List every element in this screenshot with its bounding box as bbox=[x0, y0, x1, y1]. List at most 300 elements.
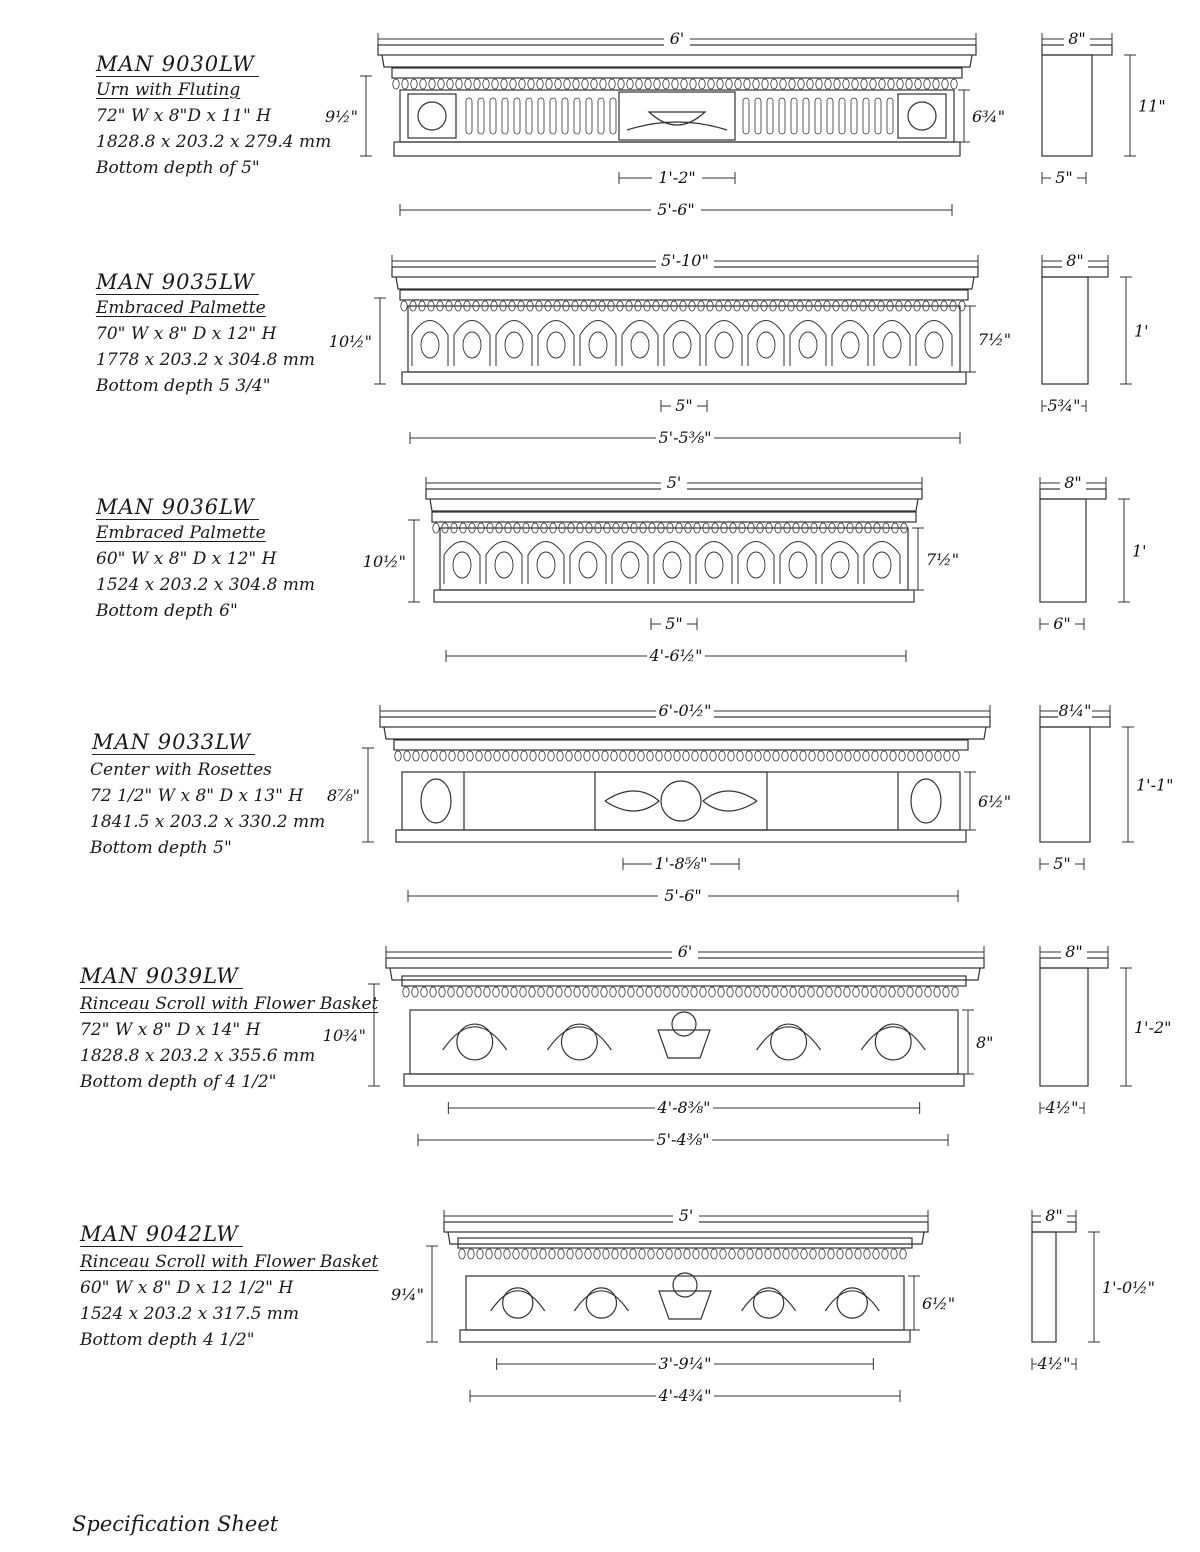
dentil bbox=[393, 79, 399, 89]
palmette-arch bbox=[412, 321, 448, 367]
palmette bbox=[495, 552, 513, 578]
dentil bbox=[881, 751, 887, 761]
dim-bottom-width bbox=[408, 886, 958, 905]
dentil bbox=[691, 987, 697, 997]
dentil bbox=[844, 987, 850, 997]
flute bbox=[550, 98, 556, 134]
dim-panel-width bbox=[448, 1098, 919, 1117]
dim-overall-height bbox=[363, 520, 420, 602]
dentil bbox=[728, 751, 734, 761]
dentil bbox=[619, 987, 625, 997]
scroll-vine bbox=[443, 1027, 507, 1050]
dimension-label: 8" bbox=[976, 1033, 994, 1052]
dentil bbox=[413, 751, 419, 761]
dentil bbox=[738, 1249, 744, 1259]
dentil bbox=[602, 751, 608, 761]
dentil bbox=[546, 79, 552, 89]
product-name: Rinceau Scroll with Flower Basket bbox=[80, 1252, 379, 1272]
palmette bbox=[663, 552, 681, 578]
dentil bbox=[745, 987, 751, 997]
dentil bbox=[710, 751, 716, 761]
dentil bbox=[837, 1249, 843, 1259]
scroll-rosette bbox=[837, 1288, 867, 1318]
dentil bbox=[411, 79, 417, 89]
dentil bbox=[917, 751, 923, 761]
dimension-label: 5'-6" bbox=[664, 886, 702, 905]
dentil bbox=[540, 1249, 546, 1259]
dentil bbox=[681, 79, 687, 89]
side-body bbox=[1042, 55, 1092, 156]
dentil bbox=[809, 751, 815, 761]
dentil bbox=[401, 301, 407, 311]
dimension-label: 8" bbox=[1065, 942, 1083, 961]
dentil bbox=[459, 1249, 465, 1259]
dentil bbox=[522, 1249, 528, 1259]
dentil bbox=[888, 79, 894, 89]
dentil bbox=[726, 79, 732, 89]
dimension-label: 5¾" bbox=[1047, 396, 1081, 415]
palmette bbox=[841, 332, 859, 358]
model-number: MAN 9030LW bbox=[96, 52, 259, 77]
dimension-label: 4'-6½" bbox=[649, 646, 703, 665]
dentil bbox=[783, 1249, 789, 1259]
flute bbox=[466, 98, 472, 134]
palmette bbox=[925, 332, 943, 358]
dentil bbox=[836, 751, 842, 761]
flute bbox=[767, 98, 773, 134]
dentil bbox=[835, 987, 841, 997]
dimension-label: 11" bbox=[1138, 96, 1166, 116]
dentil bbox=[925, 987, 931, 997]
cornice-band bbox=[392, 68, 962, 78]
product-name: Embraced Palmette bbox=[96, 298, 266, 318]
dentil bbox=[438, 79, 444, 89]
dentil bbox=[801, 1249, 807, 1259]
size-inches: 72 1/2" W x 8" D x 13" H bbox=[90, 786, 304, 806]
side-body bbox=[1040, 968, 1088, 1086]
dentil bbox=[762, 79, 768, 89]
palmette bbox=[463, 332, 481, 358]
scroll-leaf bbox=[605, 791, 659, 811]
dentil bbox=[654, 79, 660, 89]
dentil bbox=[521, 751, 527, 761]
rosette bbox=[418, 102, 446, 130]
dimension-label: 9¼" bbox=[390, 1285, 424, 1304]
rosette bbox=[911, 779, 941, 823]
base-molding bbox=[434, 590, 914, 602]
dentil-row bbox=[395, 751, 959, 761]
dentil bbox=[520, 987, 526, 997]
dentil bbox=[433, 523, 439, 533]
palmette-arch bbox=[622, 321, 658, 367]
dentil bbox=[717, 79, 723, 89]
scroll-rosette bbox=[875, 1024, 911, 1060]
dim-overall-height bbox=[323, 984, 380, 1086]
scroll-vine bbox=[547, 1027, 611, 1050]
dentil bbox=[854, 751, 860, 761]
dentil bbox=[826, 987, 832, 997]
flute bbox=[755, 98, 761, 134]
scroll-rosette bbox=[753, 1288, 783, 1318]
palmette bbox=[673, 332, 691, 358]
mantel-drawing-man-9036lw bbox=[363, 473, 1147, 665]
dentil bbox=[754, 987, 760, 997]
dim-overall-height bbox=[327, 748, 374, 842]
urn-leaves bbox=[627, 122, 727, 130]
flute bbox=[514, 98, 520, 134]
frieze-ornament bbox=[443, 1012, 925, 1060]
dim-bottom-width bbox=[446, 646, 906, 665]
dentil bbox=[486, 1249, 492, 1259]
dentil bbox=[466, 987, 472, 997]
flute bbox=[478, 98, 484, 134]
dentil bbox=[449, 751, 455, 761]
dentil bbox=[576, 1249, 582, 1259]
flute bbox=[574, 98, 580, 134]
dentil bbox=[648, 1249, 654, 1259]
dentil bbox=[538, 987, 544, 997]
dim-panel-width bbox=[623, 854, 739, 873]
dentil bbox=[773, 751, 779, 761]
dim-side-bottom bbox=[1040, 614, 1084, 633]
dim-frieze-height bbox=[964, 772, 1011, 830]
scroll-rosette bbox=[586, 1288, 616, 1318]
dimension-label: 7½" bbox=[926, 550, 960, 569]
dimension-label: 6½" bbox=[978, 792, 1012, 811]
flute bbox=[538, 98, 544, 134]
dentil bbox=[819, 1249, 825, 1259]
dentil bbox=[611, 751, 617, 761]
dimension-label: 6' bbox=[677, 942, 693, 961]
size-mm: 1524 x 203.2 x 304.8 mm bbox=[96, 575, 316, 595]
dentil bbox=[907, 987, 913, 997]
dentil bbox=[771, 79, 777, 89]
dentil bbox=[790, 987, 796, 997]
dentil bbox=[639, 1249, 645, 1259]
dimension-label: 5" bbox=[665, 614, 683, 633]
dentil bbox=[646, 987, 652, 997]
dentil bbox=[810, 1249, 816, 1259]
dentil bbox=[530, 751, 536, 761]
dentil bbox=[638, 751, 644, 761]
dentil bbox=[548, 751, 554, 761]
palmette-arch bbox=[832, 321, 868, 367]
dentil bbox=[555, 79, 561, 89]
bottom-depth: Bottom depth of 5" bbox=[96, 158, 260, 178]
dentil bbox=[942, 79, 948, 89]
dentil bbox=[593, 751, 599, 761]
dentil bbox=[504, 1249, 510, 1259]
dentil bbox=[753, 79, 759, 89]
dentil bbox=[737, 751, 743, 761]
palmette bbox=[747, 552, 765, 578]
dentil bbox=[582, 79, 588, 89]
dimension-label: 8" bbox=[1045, 1206, 1063, 1225]
dentil bbox=[456, 79, 462, 89]
dimension-label: 1'-2" bbox=[1134, 1018, 1172, 1037]
dentil bbox=[493, 987, 499, 997]
flute bbox=[562, 98, 568, 134]
dentil bbox=[870, 79, 876, 89]
side-profile bbox=[1042, 251, 1149, 415]
bottom-depth: Bottom depth 4 1/2" bbox=[80, 1330, 255, 1350]
dentil bbox=[827, 751, 833, 761]
dentil bbox=[765, 1249, 771, 1259]
dentil bbox=[495, 1249, 501, 1259]
dentil bbox=[934, 987, 940, 997]
frieze-panel bbox=[408, 306, 960, 372]
dentil bbox=[412, 987, 418, 997]
mantel-drawing-man-9030lw bbox=[325, 29, 1166, 219]
dentil bbox=[772, 987, 778, 997]
dentil bbox=[475, 987, 481, 997]
dim-side-height bbox=[1088, 1232, 1155, 1342]
palmette-arch bbox=[748, 321, 784, 367]
cornice-band bbox=[458, 1238, 912, 1248]
size-mm: 1524 x 203.2 x 317.5 mm bbox=[80, 1304, 300, 1324]
model-number: MAN 9042LW bbox=[80, 1222, 243, 1247]
model-number: MAN 9039LW bbox=[80, 964, 243, 989]
dentil bbox=[900, 1249, 906, 1259]
dimension-label: 5'-5⅜" bbox=[658, 428, 712, 447]
dentil bbox=[583, 987, 589, 997]
bottom-depth: Bottom depth 5" bbox=[90, 838, 232, 858]
dentil-row bbox=[393, 79, 957, 89]
dentil bbox=[549, 1249, 555, 1259]
cornice-band bbox=[394, 740, 968, 750]
dim-panel-width bbox=[651, 614, 697, 633]
dimension-label: 4'-8⅜" bbox=[657, 1098, 711, 1117]
dentil bbox=[789, 79, 795, 89]
dentil bbox=[853, 987, 859, 997]
dentil bbox=[816, 79, 822, 89]
bottom-depth: Bottom depth 6" bbox=[96, 601, 238, 621]
dimension-label: 1' bbox=[1134, 321, 1149, 341]
dentil bbox=[591, 79, 597, 89]
side-profile bbox=[1040, 942, 1172, 1117]
palmette bbox=[883, 332, 901, 358]
dentil bbox=[828, 1249, 834, 1259]
palmette bbox=[579, 552, 597, 578]
palmette-arch bbox=[496, 321, 532, 367]
dentil bbox=[610, 987, 616, 997]
size-mm: 1841.5 x 203.2 x 330.2 mm bbox=[90, 812, 326, 832]
scroll-vine bbox=[757, 1027, 821, 1050]
dentil bbox=[952, 987, 958, 997]
dentil bbox=[404, 751, 410, 761]
dentil bbox=[645, 79, 651, 89]
flute bbox=[598, 98, 604, 134]
product-name: Embraced Palmette bbox=[96, 523, 266, 543]
dimension-label: 1'-8⅝" bbox=[654, 854, 708, 873]
palmette bbox=[421, 332, 439, 358]
size-inches: 60" W x 8" D x 12 1/2" H bbox=[80, 1278, 294, 1298]
dimension-label: 10½" bbox=[328, 332, 372, 351]
palmette-arch bbox=[916, 321, 952, 367]
frieze-ornament bbox=[444, 542, 900, 585]
scroll-vine bbox=[825, 1291, 879, 1311]
dimension-label: 8⅞" bbox=[326, 786, 360, 805]
dentil bbox=[421, 987, 427, 997]
dimension-label: 8" bbox=[1068, 29, 1086, 48]
product-name: Urn with Fluting bbox=[96, 80, 241, 100]
dentil bbox=[808, 987, 814, 997]
dentil bbox=[655, 987, 661, 997]
basket-flowers bbox=[672, 1012, 696, 1036]
dimension-label: 8" bbox=[1066, 251, 1084, 270]
flute bbox=[502, 98, 508, 134]
dentil bbox=[701, 751, 707, 761]
shelf-molding bbox=[430, 499, 918, 511]
size-inches: 72" W x 8" D x 14" H bbox=[80, 1020, 261, 1040]
dentil bbox=[528, 79, 534, 89]
dentil bbox=[708, 79, 714, 89]
dentil bbox=[736, 987, 742, 997]
dentil bbox=[627, 79, 633, 89]
dentil bbox=[512, 751, 518, 761]
dimension-label: 5'-10" bbox=[661, 251, 709, 270]
dim-panel-width bbox=[661, 396, 707, 415]
dentil bbox=[612, 1249, 618, 1259]
flute bbox=[526, 98, 532, 134]
palmette bbox=[799, 332, 817, 358]
dentil bbox=[756, 1249, 762, 1259]
dentil bbox=[800, 751, 806, 761]
dentil bbox=[673, 987, 679, 997]
dentil bbox=[621, 1249, 627, 1259]
size-mm: 1828.8 x 203.2 x 355.6 mm bbox=[80, 1046, 316, 1066]
dimension-label: 4'-4¾" bbox=[658, 1386, 712, 1405]
dentil bbox=[465, 79, 471, 89]
dentil bbox=[926, 751, 932, 761]
dimension-label: 5'-6" bbox=[657, 200, 695, 219]
dentil bbox=[846, 1249, 852, 1259]
flute bbox=[610, 98, 616, 134]
dentil bbox=[664, 987, 670, 997]
palmette-arch bbox=[790, 321, 826, 367]
flower-basket bbox=[659, 1291, 711, 1319]
dentil bbox=[395, 751, 401, 761]
flute bbox=[875, 98, 881, 134]
dentil bbox=[690, 79, 696, 89]
dentil bbox=[492, 79, 498, 89]
dimension-label: 5" bbox=[1053, 854, 1071, 873]
side-body bbox=[1040, 727, 1090, 842]
product-name: Center with Rosettes bbox=[90, 760, 272, 780]
dentil bbox=[763, 987, 769, 997]
dentil bbox=[727, 987, 733, 997]
model-number: MAN 9035LW bbox=[96, 270, 259, 295]
flute bbox=[887, 98, 893, 134]
dentil-row bbox=[403, 987, 958, 997]
dimension-label: 4½" bbox=[1045, 1098, 1079, 1117]
dentil bbox=[666, 1249, 672, 1259]
dim-side-height bbox=[1122, 727, 1174, 842]
dimension-label: 7½" bbox=[978, 330, 1012, 349]
footer-label: Specification Sheet bbox=[72, 1512, 279, 1536]
dentil bbox=[692, 751, 698, 761]
dim-side-height bbox=[1120, 277, 1149, 384]
dentil bbox=[510, 79, 516, 89]
size-mm: 1828.8 x 203.2 x 279.4 mm bbox=[96, 132, 332, 152]
dentil bbox=[566, 751, 572, 761]
dentil bbox=[672, 79, 678, 89]
dimension-label: 4½" bbox=[1037, 1354, 1071, 1373]
scroll-leaf bbox=[703, 791, 757, 811]
dentil bbox=[744, 79, 750, 89]
dim-frieze-height bbox=[964, 306, 1011, 372]
dentil bbox=[502, 987, 508, 997]
dentil bbox=[935, 751, 941, 761]
dimension-label: 10½" bbox=[362, 552, 406, 571]
rosette bbox=[421, 779, 451, 823]
dentil bbox=[684, 1249, 690, 1259]
dentil bbox=[906, 79, 912, 89]
palmette bbox=[547, 332, 565, 358]
dentil bbox=[575, 751, 581, 761]
dentil bbox=[702, 1249, 708, 1259]
rosette-block bbox=[408, 94, 456, 138]
dimension-label: 1' bbox=[1132, 541, 1147, 561]
dentil bbox=[916, 987, 922, 997]
flute bbox=[815, 98, 821, 134]
dim-bottom-width bbox=[410, 428, 960, 447]
frieze-ornament bbox=[421, 772, 941, 830]
dentil bbox=[440, 751, 446, 761]
scroll-vine bbox=[491, 1291, 545, 1311]
dimension-label: 6" bbox=[1053, 614, 1071, 633]
rosette bbox=[908, 102, 936, 130]
size-mm: 1778 x 203.2 x 304.8 mm bbox=[96, 350, 316, 370]
dentil bbox=[852, 79, 858, 89]
shelf-molding bbox=[382, 55, 972, 67]
dentil bbox=[855, 1249, 861, 1259]
dim-frieze-height bbox=[908, 1276, 955, 1330]
dimension-label: 5'-4⅜" bbox=[656, 1130, 710, 1149]
dentil bbox=[501, 79, 507, 89]
dentil bbox=[890, 751, 896, 761]
dentil bbox=[656, 751, 662, 761]
dentil bbox=[665, 751, 671, 761]
dim-panel-width bbox=[497, 1354, 874, 1373]
dentil bbox=[675, 1249, 681, 1259]
palmette-arch bbox=[664, 321, 700, 367]
bottom-depth: Bottom depth of 4 1/2" bbox=[80, 1072, 277, 1092]
palmette-arch bbox=[580, 321, 616, 367]
side-body bbox=[1040, 499, 1086, 602]
dentil bbox=[933, 79, 939, 89]
dentil bbox=[439, 987, 445, 997]
dim-bottom-width bbox=[400, 200, 952, 219]
dentil bbox=[817, 987, 823, 997]
palmette bbox=[621, 552, 639, 578]
flute bbox=[827, 98, 833, 134]
dentil bbox=[898, 987, 904, 997]
dentil bbox=[447, 79, 453, 89]
dentil bbox=[609, 79, 615, 89]
model-number: MAN 9036LW bbox=[96, 495, 259, 520]
dim-bottom-width bbox=[470, 1386, 900, 1405]
dentil bbox=[908, 751, 914, 761]
dentil bbox=[618, 79, 624, 89]
cornice-band bbox=[402, 976, 966, 986]
rosette-block bbox=[898, 94, 946, 138]
product-name: Rinceau Scroll with Flower Basket bbox=[80, 994, 379, 1014]
scroll-vine bbox=[574, 1291, 628, 1311]
dentil bbox=[620, 751, 626, 761]
base-molding bbox=[396, 830, 966, 842]
flute bbox=[851, 98, 857, 134]
